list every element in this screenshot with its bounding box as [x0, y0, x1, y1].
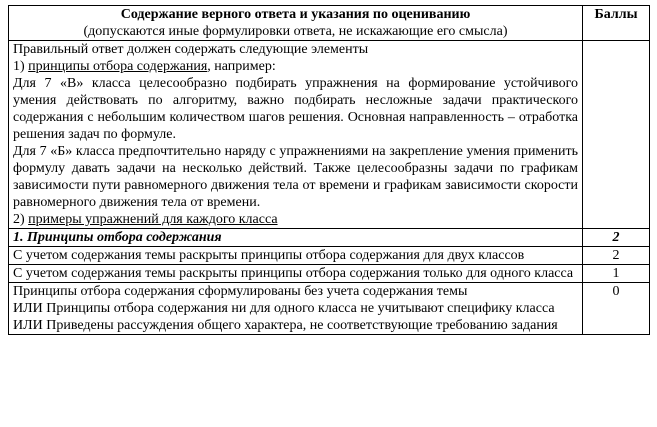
answer-item-2	[13, 211, 578, 228]
criterion-title: 1. Принципы отбора содержания	[9, 229, 583, 247]
score-row-2-text: С учетом содержания темы раскрыты принципы отбора содержания для двух классов	[9, 247, 583, 265]
answer-cell	[9, 41, 583, 229]
answer-para-2: Для 7 «Б» класса предпочтительно наряду с упражнениями на закрепление умения применить формулу давать задачи на несколько действий. Также целесообразны задачи по графикам зависимости пути равномерного движения тела от времени и графикам зависимости скорости равномерного движения тела от времени.	[13, 144, 578, 210]
score-row-0-line-3: ИЛИ Приведены рассуждения общего характера, не соответствующие требованию задания	[13, 318, 558, 333]
item-2-label: примеры упражнений для каждого класса	[28, 212, 278, 227]
score-row-1-text: С учетом содержания темы раскрыты принципы отбора содержания только для одного класса	[9, 265, 583, 283]
criterion-max-score: 2	[583, 229, 650, 247]
score-row-0-value: 0	[583, 283, 650, 335]
score-row-0	[9, 283, 650, 335]
item-2-number: 2)	[13, 212, 29, 227]
answer-score-cell	[583, 41, 650, 229]
score-row-2	[9, 247, 650, 265]
score-row-1-value: 1	[583, 265, 650, 283]
score-row-0-text	[9, 283, 583, 335]
content-header	[9, 6, 583, 41]
criterion-row	[9, 229, 650, 247]
score-row-0-line-1: Принципы отбора содержания сформулированы без учета содержания темы	[13, 284, 468, 299]
answer-row	[9, 41, 650, 229]
score-row-1	[9, 265, 650, 283]
score-header: Баллы	[583, 6, 650, 41]
item-1-suffix: , например:	[207, 59, 276, 74]
rubric-table	[8, 5, 650, 335]
answer-intro-text: Правильный ответ должен содержать следующие элементы	[13, 42, 369, 57]
score-row-0-line-2: ИЛИ Принципы отбора содержания ни для одного класса не учитывают специфику класса	[13, 301, 555, 316]
answer-item-1	[13, 58, 578, 75]
item-1-label: принципы отбора содержания	[28, 59, 208, 74]
answer-para-1: Для 7 «В» класса целесообразно подбирать упражнения на формирование устойчивого умения действовать по алгоритму, важно подбирать несложные задачи практического содержания с небольшим количеством шагов решения. Основная направленность – отработка решения задач по формуле.	[13, 76, 578, 142]
content-header-title: Содержание верного ответа и указания по оцениванию	[120, 7, 471, 22]
answer-intro	[13, 41, 578, 58]
score-row-2-value: 2	[583, 247, 650, 265]
content-header-subtitle: (допускаются иные формулировки ответа, не искажающие его смысла)	[83, 24, 508, 39]
header-row	[9, 6, 650, 41]
item-1-number: 1)	[13, 59, 29, 74]
